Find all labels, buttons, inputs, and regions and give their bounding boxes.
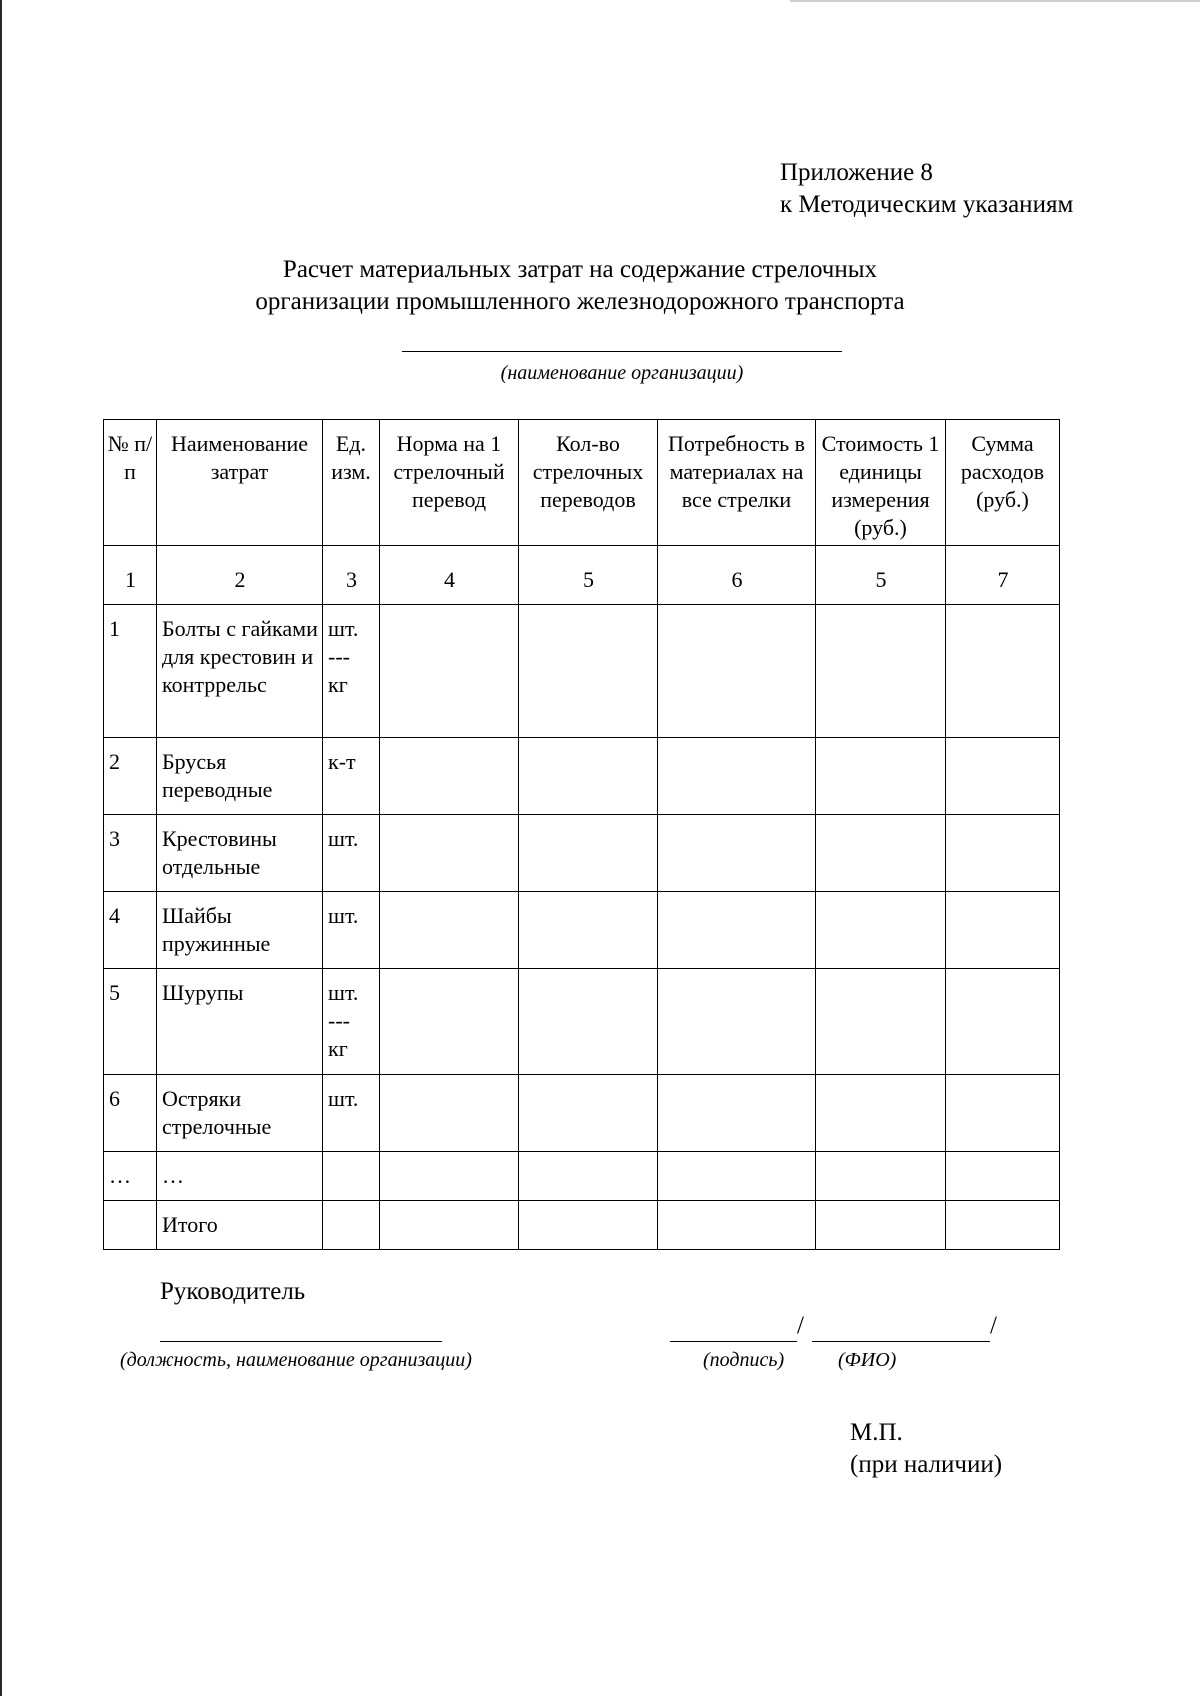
column-number: 6 bbox=[658, 546, 816, 605]
unit-cost-cell[interactable] bbox=[816, 1075, 946, 1152]
signatory-heading: Руководитель bbox=[160, 1278, 306, 1305]
cost-name: Итого bbox=[157, 1201, 323, 1250]
table-row bbox=[104, 1152, 1060, 1201]
title-line-2: организации промышленного железнодорожного транспорта bbox=[255, 288, 905, 315]
row-number: … bbox=[104, 1152, 157, 1201]
switch-count-cell[interactable] bbox=[519, 969, 658, 1075]
row-number: 4 bbox=[104, 892, 157, 969]
row-number: 1 bbox=[104, 605, 157, 738]
row-number: 6 bbox=[104, 1075, 157, 1152]
unit-cell bbox=[323, 605, 380, 738]
material-need-cell[interactable] bbox=[658, 1201, 816, 1250]
header-cell bbox=[816, 420, 946, 546]
unit-cost-cell[interactable] bbox=[816, 815, 946, 892]
fio-caption: (ФИО) bbox=[838, 1349, 897, 1371]
switch-count-cell[interactable] bbox=[519, 892, 658, 969]
header-label: Кол-во стрелочных переводов bbox=[532, 431, 644, 512]
position-line[interactable] bbox=[160, 1341, 442, 1342]
header-label: Стоимость 1 единицы измерения (руб.) bbox=[821, 431, 940, 540]
scan-edge-left bbox=[0, 0, 2, 1696]
switch-count-cell[interactable] bbox=[519, 738, 658, 815]
unit-cell bbox=[323, 892, 380, 969]
unit-cell bbox=[323, 1201, 380, 1250]
column-number: 5 bbox=[519, 546, 658, 605]
cost-name: Шурупы bbox=[157, 969, 323, 1075]
total-cost-cell[interactable] bbox=[946, 815, 1060, 892]
table-row bbox=[104, 738, 1060, 815]
material-need-cell[interactable] bbox=[658, 969, 816, 1075]
title-line-1: Расчет материальных затрат на содержание стрелочных bbox=[282, 256, 878, 283]
fio-line[interactable] bbox=[812, 1341, 990, 1342]
total-cost-cell[interactable] bbox=[946, 1152, 1060, 1201]
unit-cell bbox=[323, 1075, 380, 1152]
unit-cost-cell[interactable] bbox=[816, 969, 946, 1075]
unit-line: --- bbox=[328, 1008, 350, 1033]
row-number: 3 bbox=[104, 815, 157, 892]
total-cost-cell[interactable] bbox=[946, 1075, 1060, 1152]
unit-cell bbox=[323, 815, 380, 892]
total-cost-cell[interactable] bbox=[946, 738, 1060, 815]
switch-count-cell[interactable] bbox=[519, 605, 658, 738]
position-caption: (должность, наименование организации) bbox=[120, 1349, 472, 1371]
header-label: Норма на 1 стрелочный перевод bbox=[393, 431, 505, 512]
unit-line: шт. bbox=[328, 616, 359, 641]
unit-line: шт. bbox=[328, 903, 359, 928]
material-need-cell[interactable] bbox=[658, 1075, 816, 1152]
cost-name: Брусья переводные bbox=[157, 738, 323, 815]
header-cell bbox=[380, 420, 519, 546]
total-cost-cell[interactable] bbox=[946, 1201, 1060, 1250]
signature-line[interactable] bbox=[670, 1341, 797, 1342]
signature-separator: / bbox=[797, 1312, 804, 1339]
material-costs-table bbox=[103, 419, 1060, 1250]
column-number: 1 bbox=[104, 546, 157, 605]
header-label: Наименование затрат bbox=[170, 431, 309, 484]
total-cost-cell[interactable] bbox=[946, 969, 1060, 1075]
stamp-line-1: М.П. bbox=[850, 1419, 903, 1446]
appendix-note bbox=[780, 157, 1073, 221]
unit-cost-cell[interactable] bbox=[816, 1201, 946, 1250]
switch-count-cell[interactable] bbox=[519, 1201, 658, 1250]
header-cell bbox=[519, 420, 658, 546]
signature-caption: (подпись) bbox=[703, 1349, 785, 1371]
unit-cost-cell[interactable] bbox=[816, 892, 946, 969]
organization-name-caption: (наименование организации) bbox=[500, 362, 744, 384]
unit-cost-cell[interactable] bbox=[816, 738, 946, 815]
scan-edge-top bbox=[790, 0, 1200, 2]
column-number: 5 bbox=[816, 546, 946, 605]
table-header-row bbox=[104, 420, 1060, 546]
norm-per-switch-cell[interactable] bbox=[380, 892, 519, 969]
stamp-placeholder bbox=[850, 1417, 1002, 1481]
total-cost-cell[interactable] bbox=[946, 605, 1060, 738]
cost-name: Шайбы пружинные bbox=[157, 892, 323, 969]
unit-cell bbox=[323, 969, 380, 1075]
document-title bbox=[190, 254, 970, 318]
header-cell bbox=[104, 420, 157, 546]
material-need-cell[interactable] bbox=[658, 738, 816, 815]
unit-line: --- bbox=[328, 644, 350, 669]
material-need-cell[interactable] bbox=[658, 815, 816, 892]
material-need-cell[interactable] bbox=[658, 605, 816, 738]
unit-line: кг bbox=[328, 672, 348, 697]
unit-line: кг bbox=[328, 1036, 348, 1061]
header-cell bbox=[323, 420, 380, 546]
header-cell bbox=[658, 420, 816, 546]
column-number: 3 bbox=[323, 546, 380, 605]
unit-line: шт. bbox=[328, 826, 359, 851]
header-label: Потребность в материалах на все стрелки bbox=[667, 431, 806, 512]
norm-per-switch-cell[interactable] bbox=[380, 1152, 519, 1201]
norm-per-switch-cell[interactable] bbox=[380, 605, 519, 738]
stamp-line-2: (при наличии) bbox=[850, 1451, 1003, 1478]
unit-cost-cell[interactable] bbox=[816, 605, 946, 738]
cost-name: Остряки стрелочные bbox=[157, 1075, 323, 1152]
row-number bbox=[104, 1201, 157, 1250]
appendix-line-1: Приложение 8 bbox=[780, 159, 933, 186]
switch-count-cell[interactable] bbox=[519, 1075, 658, 1152]
norm-per-switch-cell[interactable] bbox=[380, 969, 519, 1075]
table-row-total bbox=[104, 1201, 1060, 1250]
header-label: № п/п bbox=[107, 431, 153, 484]
appendix-line-2: к Методическим указаниям bbox=[780, 191, 1074, 218]
norm-per-switch-cell[interactable] bbox=[380, 1075, 519, 1152]
organization-name-line bbox=[402, 351, 842, 352]
material-need-cell[interactable] bbox=[658, 1152, 816, 1201]
unit-cell bbox=[323, 1152, 380, 1201]
norm-per-switch-cell[interactable] bbox=[380, 1201, 519, 1250]
cost-name: … bbox=[157, 1152, 323, 1201]
norm-per-switch-cell[interactable] bbox=[380, 815, 519, 892]
header-label: Ед. изм. bbox=[331, 431, 371, 484]
header-cell bbox=[946, 420, 1060, 546]
switch-count-cell[interactable] bbox=[519, 815, 658, 892]
unit-cell bbox=[323, 738, 380, 815]
switch-count-cell[interactable] bbox=[519, 1152, 658, 1201]
column-number: 4 bbox=[380, 546, 519, 605]
norm-per-switch-cell[interactable] bbox=[380, 738, 519, 815]
unit-line: к-т bbox=[328, 749, 356, 774]
unit-line: шт. bbox=[328, 1086, 359, 1111]
unit-line: шт. bbox=[328, 980, 359, 1005]
material-need-cell[interactable] bbox=[658, 892, 816, 969]
column-number: 7 bbox=[946, 546, 1060, 605]
table-row bbox=[104, 815, 1060, 892]
fio-end-separator: / bbox=[990, 1312, 997, 1339]
table-row bbox=[104, 605, 1060, 738]
unit-cost-cell[interactable] bbox=[816, 1152, 946, 1201]
header-label: Сумма расходов (руб.) bbox=[960, 431, 1045, 512]
total-cost-cell[interactable] bbox=[946, 892, 1060, 969]
column-number: 2 bbox=[157, 546, 323, 605]
cost-name: Крестовины отдельные bbox=[157, 815, 323, 892]
column-number-row bbox=[104, 546, 1060, 605]
row-number: 5 bbox=[104, 969, 157, 1075]
table-row bbox=[104, 892, 1060, 969]
row-number: 2 bbox=[104, 738, 157, 815]
table-row bbox=[104, 969, 1060, 1075]
header-cell bbox=[157, 420, 323, 546]
table-row bbox=[104, 1075, 1060, 1152]
cost-name: Болты с гайками для крестовин и контррельс bbox=[157, 605, 323, 738]
